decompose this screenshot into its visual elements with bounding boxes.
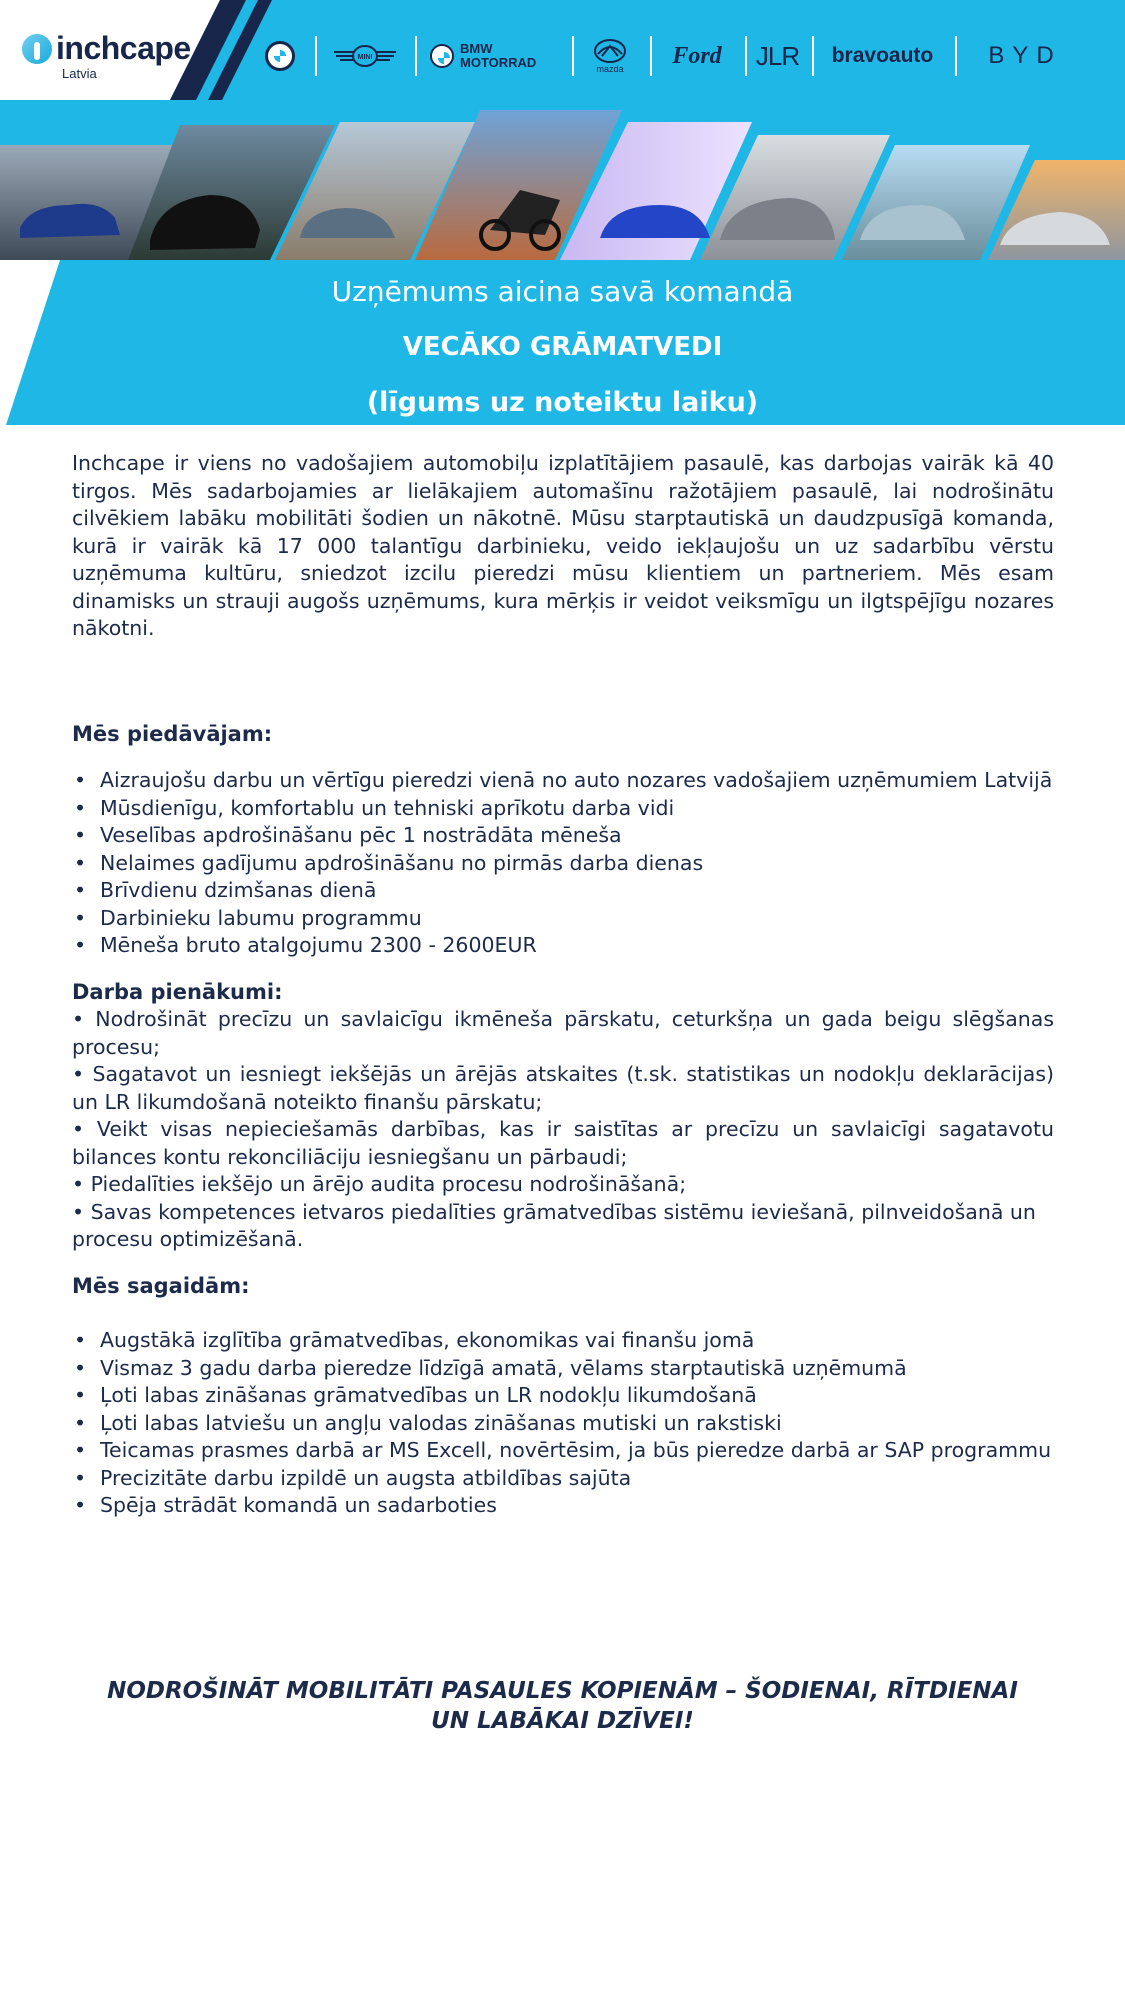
brand-divider (955, 36, 957, 76)
list-item: • Nelaimes gadījumu apdrošināšanu no pirmās darba dienas (72, 850, 1054, 878)
brand-divider (572, 36, 574, 76)
list-item: • Teicamas prasmes darbā ar MS Excell, novērtēsim, ja būs pieredze darbā ar SAP programmu (72, 1437, 1054, 1465)
list-item: • Mūsdienīgu, komfortablu un tehniski aprīkotu darba vidi (72, 795, 1054, 823)
brand-bravoauto-label: bravoauto (831, 44, 934, 67)
mazda-emblem-icon (593, 38, 627, 64)
bmw-motorrad-roundel-icon (430, 44, 454, 68)
duties-heading: Darba pienākumi: (72, 979, 283, 1004)
list-item: • Darbinieku labumu programmu (72, 905, 1054, 933)
list-item: • Vismaz 3 gadu darba pieredze līdzīgā amatā, vēlams starptautiskā uzņēmumā (72, 1355, 1054, 1383)
brand-divider (650, 36, 652, 76)
mini-wings-icon (332, 42, 398, 70)
header-invite-line: Uzņēmums aicina savā komandā (331, 275, 794, 308)
job-title: VECĀKO GRĀMATVEDI (402, 332, 723, 362)
brand-byd-label: BYD (988, 42, 1062, 69)
duty-item: • Sagatavot un iesniegt iekšējās un ārējās atskaites (t.sk. statistikas un nodokļu deklarācijas) un LR likumdošanā noteikto finanšu pārskatu; (72, 1062, 1054, 1114)
list-item: • Precizitāte darbu izpildē un augsta atbildības sajūta (72, 1465, 1054, 1493)
offer-list (72, 767, 1054, 960)
brand-bmw-motorrad[interactable] (430, 30, 560, 82)
duty-item: • Savas kompetences ietvaros piedalīties grāmatvedības sistēmu ieviešanā, pilnveidošanā un procesu optimizēšanā. (72, 1199, 1036, 1251)
brand-bmw[interactable] (260, 30, 300, 82)
duty-item: • Nodrošināt precīzu un savlaicīgu ikmēneša pārskatu, ceturkšņa un gada beigu slēgšanas procesu; (72, 1007, 1054, 1059)
offer-heading: Mēs piedāvājam: (72, 721, 273, 746)
header-banner (0, 0, 1125, 425)
brand-divider (415, 36, 417, 76)
brand-divider (315, 36, 317, 76)
brand-divider (812, 36, 814, 76)
brand-bravoauto[interactable] (820, 30, 945, 82)
list-item: • Ļoti labas zināšanas grāmatvedības un LR nodokļu likumdošanā (72, 1382, 1054, 1410)
svg-text:MINI: MINI (357, 54, 373, 61)
job-description (72, 450, 1054, 1520)
duty-item: • Veikt visas nepieciešamās darbības, kas ir saistītas ar precīzu un savlaicīgi sagatavotu bilances kontu rekonciliāciju iesniegšanu un pārbaudi; (72, 1117, 1054, 1169)
list-item: • Ļoti labas latviešu un angļu valodas zināšanas mutiski un rakstiski (72, 1410, 1054, 1438)
requirements-heading: Mēs sagaidām: (72, 1273, 250, 1298)
brand-jlr[interactable] (755, 30, 800, 82)
company-intro: Inchcape ir viens no vadošajiem automobiļu izplatītājiem pasaulē, kas darbojas vairāk kā 40 tirgos. Mēs sadarbojamies ar lielākajiem automašīnu ražotājiem pasaulē, lai nodrošinātu cilvēkiem labāku mobilitāti šodien un nākotnē. Mūsu starptautiskā un daudzpusīgā komanda, kurā ir vairāk kā 17 000 talantīgu darbinieku, veido iekļaujošu un uz sadarbību vērstu uzņēmuma kultūru, sniedzot izcilu pieredzi mūsu klientiem un partneriem. Mēs esam dinamisks un strauji augošs uzņēmums, kura mērķis ir veidot veiksmīgu un ilgtspējīgu nozares nākotni. (72, 451, 1054, 640)
logo-text: inchcape (56, 30, 191, 66)
list-item: • Veselības apdrošināšanu pēc 1 nostrādāta mēneša (72, 822, 1054, 850)
list-item: • Brīvdienu dzimšanas dienā (72, 877, 1054, 905)
brand-mazda-label: mazda (596, 64, 624, 74)
list-item: • Spēja strādāt komandā un sadarboties (72, 1492, 1054, 1520)
brand-bmw-motorrad-label: BMW MOTORRAD (460, 41, 537, 70)
bmw-roundel-icon (265, 41, 295, 71)
brand-ford-label: Ford (672, 42, 722, 69)
brand-divider (745, 36, 747, 76)
list-item: • Mēneša bruto atalgojumu 2300 - 2600EUR (72, 932, 1054, 960)
car-photo-strip (0, 110, 1125, 260)
company-slogan: NODROŠINĀT MOBILITĀTI PASAULES KOPIENĀM – ŠODIENAI, RĪTDIENAI UN LABĀKAI DZĪVEI! (107, 1678, 1018, 1734)
contract-type: (līgums uz noteiktu laiku) (366, 387, 759, 418)
brand-jlr-label: JLR (755, 40, 800, 71)
duty-item: • Piedalīties iekšējo un ārējo audita procesu nodrošināšanā; (72, 1172, 687, 1196)
brand-mini[interactable] (330, 30, 400, 82)
brand-logos (250, 30, 1120, 82)
list-item: • Augstākā izglītība grāmatvedības, ekonomikas vai finanšu jomā (72, 1327, 1054, 1355)
brand-mazda[interactable] (585, 30, 635, 82)
brand-byd[interactable] (965, 30, 1085, 82)
inchcape-logo-icon (22, 34, 52, 64)
brand-ford[interactable] (662, 30, 732, 82)
requirements-list (72, 1327, 1054, 1520)
inchcape-logo[interactable] (20, 30, 210, 90)
list-item: • Aizraujošu darbu un vērtīgu pieredzi vienā no auto nozares vadošajiem uzņēmumiem Latvijā (72, 767, 1054, 795)
logo-subtitle: Latvia (62, 66, 97, 81)
